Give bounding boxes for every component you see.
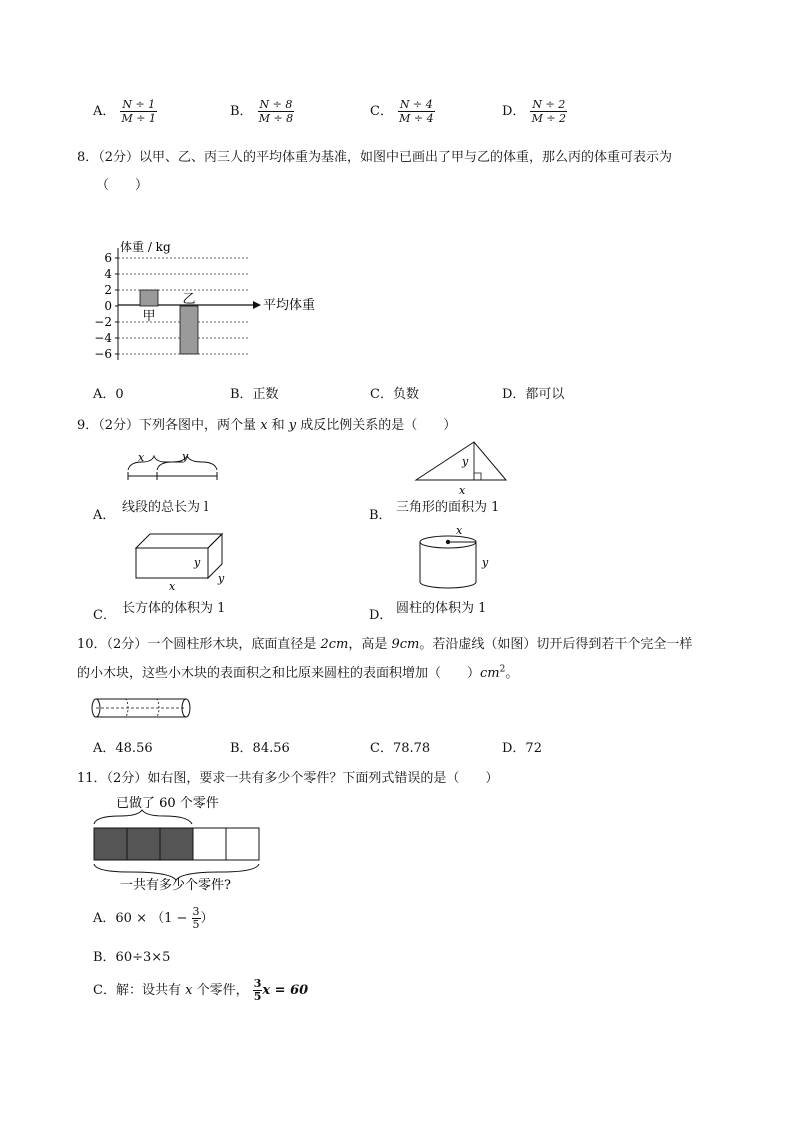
q10-option-a: A．48.56 [93,741,153,756]
q8-option-d: D．都可以 [502,387,565,402]
q7-option-b: B． $\frac{N \div 8}{M \div 8}$ [230,98,294,125]
bar-jia [140,290,158,306]
cuboid-x-label: x [169,580,176,592]
q7-option-c: C． $\frac{N \div 4}{M \div 4}$ [370,98,434,125]
bar-segment-done-1 [94,828,127,860]
segment-y-label: y [182,450,189,463]
q9-figure-segment [122,450,222,490]
q10-figure-cylinder-log [90,696,194,722]
q9-option-b-letter: B． [369,508,392,523]
triangle-y-label: y [462,455,469,468]
q8-bar-chart [88,234,348,366]
q10-option-d: D．72 [502,741,542,756]
q10-option-b: B．84.56 [230,741,290,756]
q11-stem: 11．（2分）如右图，要求一共有多少个零件？下面列式错误的是（ ） [77,771,499,786]
q11-figure-bar-model [90,792,270,892]
cylinder-y-label: y [482,556,489,569]
segment-x-label: x [138,451,145,464]
bar-label: 乙 [182,292,196,307]
q9-stem: 9．（2分）下列各图中，两个量 x 和 y 成反比例关系的是（ ） [77,418,457,433]
q9-figure-triangle [412,438,512,498]
q7-fraction-b: $\frac{N \div 8}{M \div 8}$ [258,98,294,125]
q8-option-c: C．负数 [370,387,419,402]
q8-stem: 8．（2分）以甲、乙、丙三人的平均体重为基准，如图中已画出了甲与乙的体重，那么丙的体重可表示为 [77,150,673,165]
bar-label: 甲 [142,309,156,324]
q10-option-c: C．78.78 [370,741,431,756]
q11-fraction-c: $\frac{3}{5}$ [253,977,262,1003]
y-tick-label: −6 [94,347,112,361]
x-axis-label: 平均体重 [263,298,316,313]
y-tick-label: −4 [94,331,112,345]
bar-top-label: 已做了 60 个零件 [116,796,219,811]
cuboid-y-label-side: y [194,556,201,569]
q9-option-b-caption: 三角形的面积为 1 [396,500,500,515]
q8-option-a: A．0 [93,387,124,402]
bar-segment-todo-2 [226,828,259,860]
q7-fraction-c: $\frac{N \div 4}{M \div 4}$ [399,98,434,125]
bar-segment-done-3 [160,828,193,860]
q9-option-a-letter: A． [93,508,116,523]
q7-fraction-a: $\frac{N \div 1}{M \div 1}$ [121,98,157,125]
q8-option-b: B．正数 [230,387,279,402]
cylinder-x-label: x [456,524,463,537]
x-axis-arrow [253,301,261,309]
q9-option-d-caption: 圆柱的体积为 1 [396,601,487,616]
q7-option-d: D． $\frac{N \div 2}{M \div 2}$ [502,98,567,125]
q9-option-d-letter: D． [369,608,393,623]
q9-option-c-caption: 长方体的体积为 1 [122,601,226,616]
chart-ylabel: 体重 / kg [120,240,171,254]
q9-option-a-caption: 线段的总长为 l [122,500,209,515]
q7-fraction-d: $\frac{N \div 2}{M \div 2}$ [531,98,567,125]
bar-segment-done-2 [127,828,160,860]
bar-yi [180,306,198,354]
bar-segment-todo-1 [193,828,226,860]
y-tick-label: 4 [104,267,112,281]
y-tick-label: 2 [104,283,112,297]
bar-bottom-label: 一共有多少个零件? [120,878,231,892]
cuboid-y-label: y [218,572,225,585]
y-tick-label: −2 [94,315,112,329]
q9-figure-cuboid [132,530,242,592]
q11-option-c: C．解：设共有 x 个零件， $\frac{3}{5}$ x = 60 [93,977,309,1003]
triangle-x-label: x [459,484,466,497]
y-tick-label: 0 [104,299,112,313]
q9-option-c-letter: C． [93,608,116,623]
q7-option-a: A． $\frac{N \div 1}{M \div 1}$ [93,98,157,125]
q10-stem-line1: 10．（2分）一个圆柱形木块，底面直径是 2cm，高是 9cm。若沿虚线（如图）切开后得到若干个完全一样 [77,637,693,652]
q11-option-a: A．60 × （1 − $\frac{3}{5}$ ） [93,905,214,931]
y-tick-label: 6 [104,251,112,265]
q11-fraction-a: $\frac{3}{5}$ [192,905,200,931]
q9-figure-cylinder [412,524,502,594]
q10-stem-line2: 的小木块，这些小木块的表面积之和比原来圆柱的表面积增加（ ）$cm^2$。 [77,664,519,681]
q11-option-b: B．60÷3×5 [93,950,171,965]
q8-answer-paren: （ ） [96,178,149,193]
